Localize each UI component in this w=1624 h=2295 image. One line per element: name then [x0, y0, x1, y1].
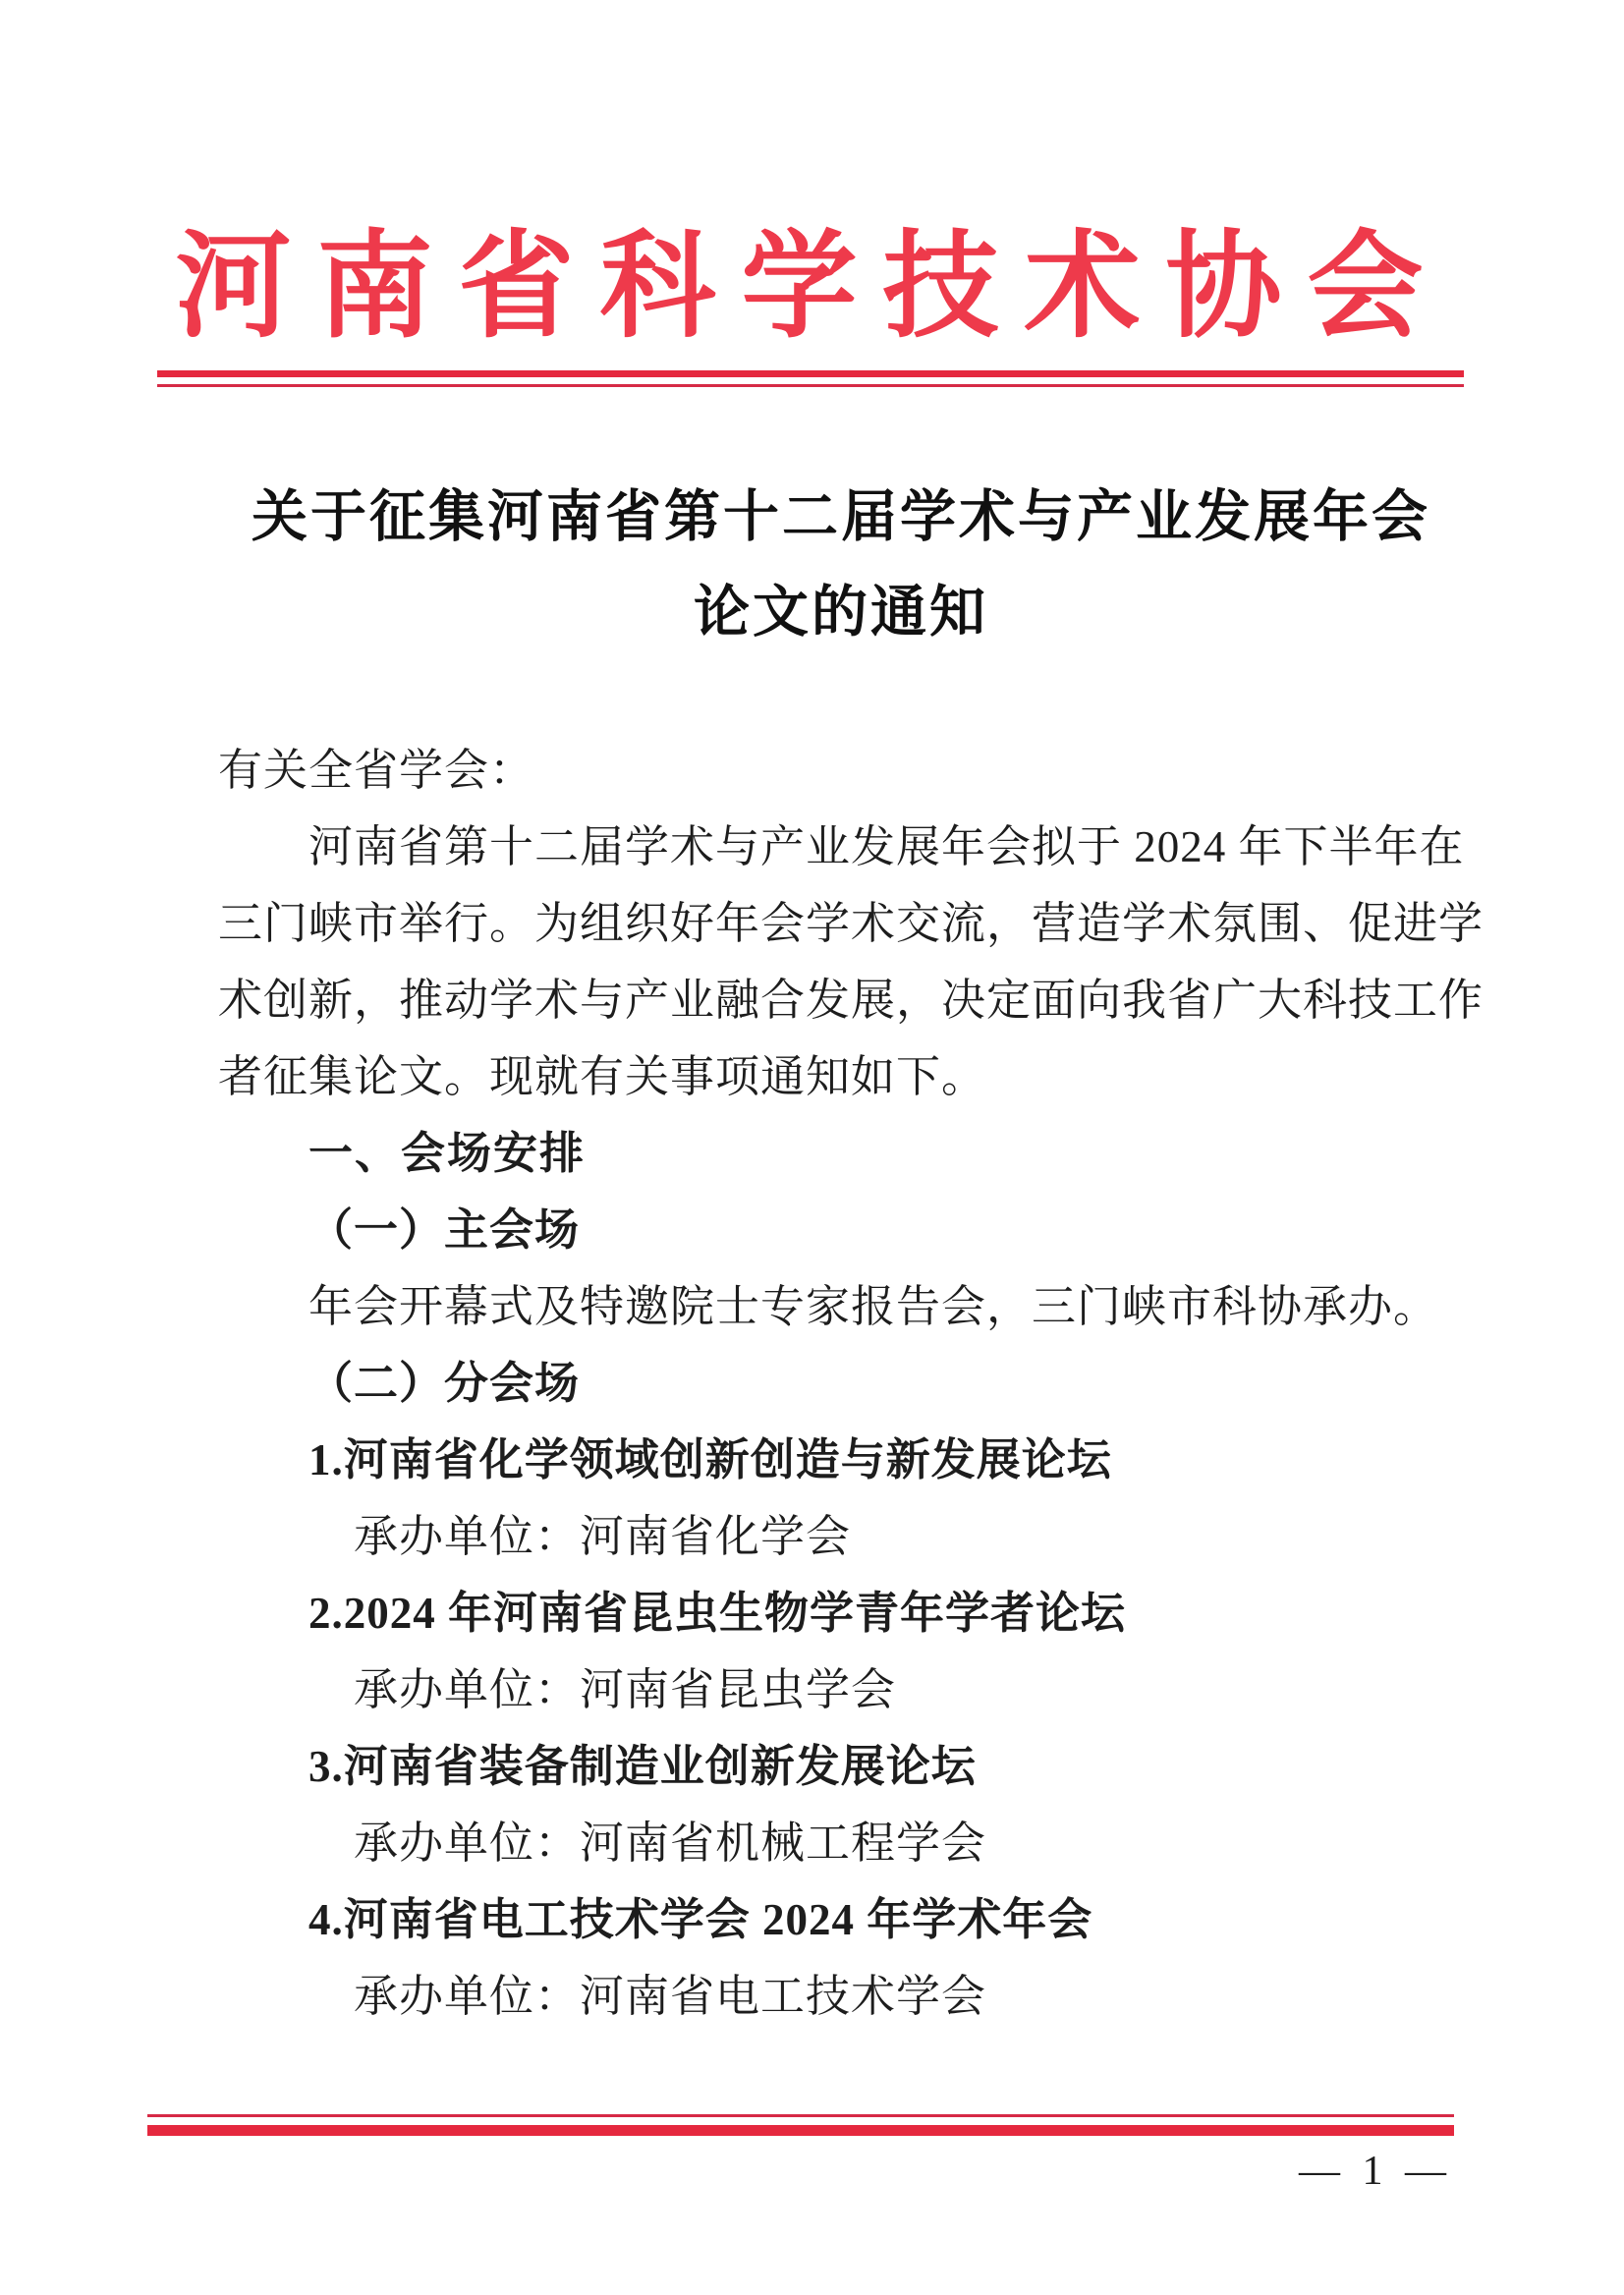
forum-title: 3.河南省装备制造业创新发展论坛 — [308, 1742, 977, 1791]
intro-paragraph-line: 三门峡市举行。为组织好年会学术交流，营造学术氛围、促进学 — [218, 899, 1484, 948]
document-title-line-2: 论文的通知 — [694, 582, 988, 644]
forum-item — [218, 1575, 1505, 1728]
forum-item — [218, 1422, 1505, 1575]
forum-item — [218, 1728, 1505, 1881]
subsection-heading-main-venue: （一）主会场 — [308, 1205, 581, 1255]
footer-rule-thick — [147, 2125, 1454, 2136]
subsection-heading-branch-venues: （二）分会场 — [308, 1359, 581, 1408]
letterhead-rule-thin — [157, 384, 1464, 387]
forum-organizer: 承办单位：河南省机械工程学会 — [354, 1819, 987, 1868]
forum-organizer: 承办单位：河南省化学会 — [354, 1512, 852, 1561]
intro-paragraph-line: 术创新，推动学术与产业融合发展，决定面向我省广大科技工作 — [218, 976, 1484, 1025]
forum-organizer: 承办单位：河南省昆虫学会 — [354, 1665, 897, 1714]
document-body — [218, 732, 1505, 2035]
page-number: — 1 — — [1299, 2149, 1452, 2194]
document-title — [218, 470, 1464, 660]
document-title-line-1: 关于征集河南省第十二届学术与产业发展年会 — [252, 486, 1430, 548]
forum-organizer: 承办单位：河南省电工技术学会 — [354, 1972, 987, 2021]
main-venue-description: 年会开幕式及特邀院士专家报告会，三门峡市科协承办。 — [308, 1282, 1439, 1331]
letterhead-title: 河南省科学技术协会 — [175, 223, 1449, 352]
footer-rule-thin — [147, 2114, 1454, 2117]
intro-paragraph-line: 河南省第十二届学术与产业发展年会拟于 2024 年下半年在 — [308, 822, 1465, 871]
letterhead-rule-thick — [157, 370, 1464, 377]
intro-paragraph-line: 者征集论文。现就有关事项通知如下。 — [218, 1052, 987, 1101]
section-heading-venue-arrangement: 一、会场安排 — [308, 1128, 587, 1178]
salutation: 有关全省学会： — [218, 746, 535, 795]
forum-title: 2.2024 年河南省昆虫生物学青年学者论坛 — [308, 1589, 1127, 1638]
forum-item — [218, 1881, 1505, 2035]
forum-title: 1.河南省化学领域创新创造与新发展论坛 — [308, 1435, 1112, 1484]
forum-title: 4.河南省电工技术学会 2024 年学术年会 — [308, 1895, 1093, 1944]
